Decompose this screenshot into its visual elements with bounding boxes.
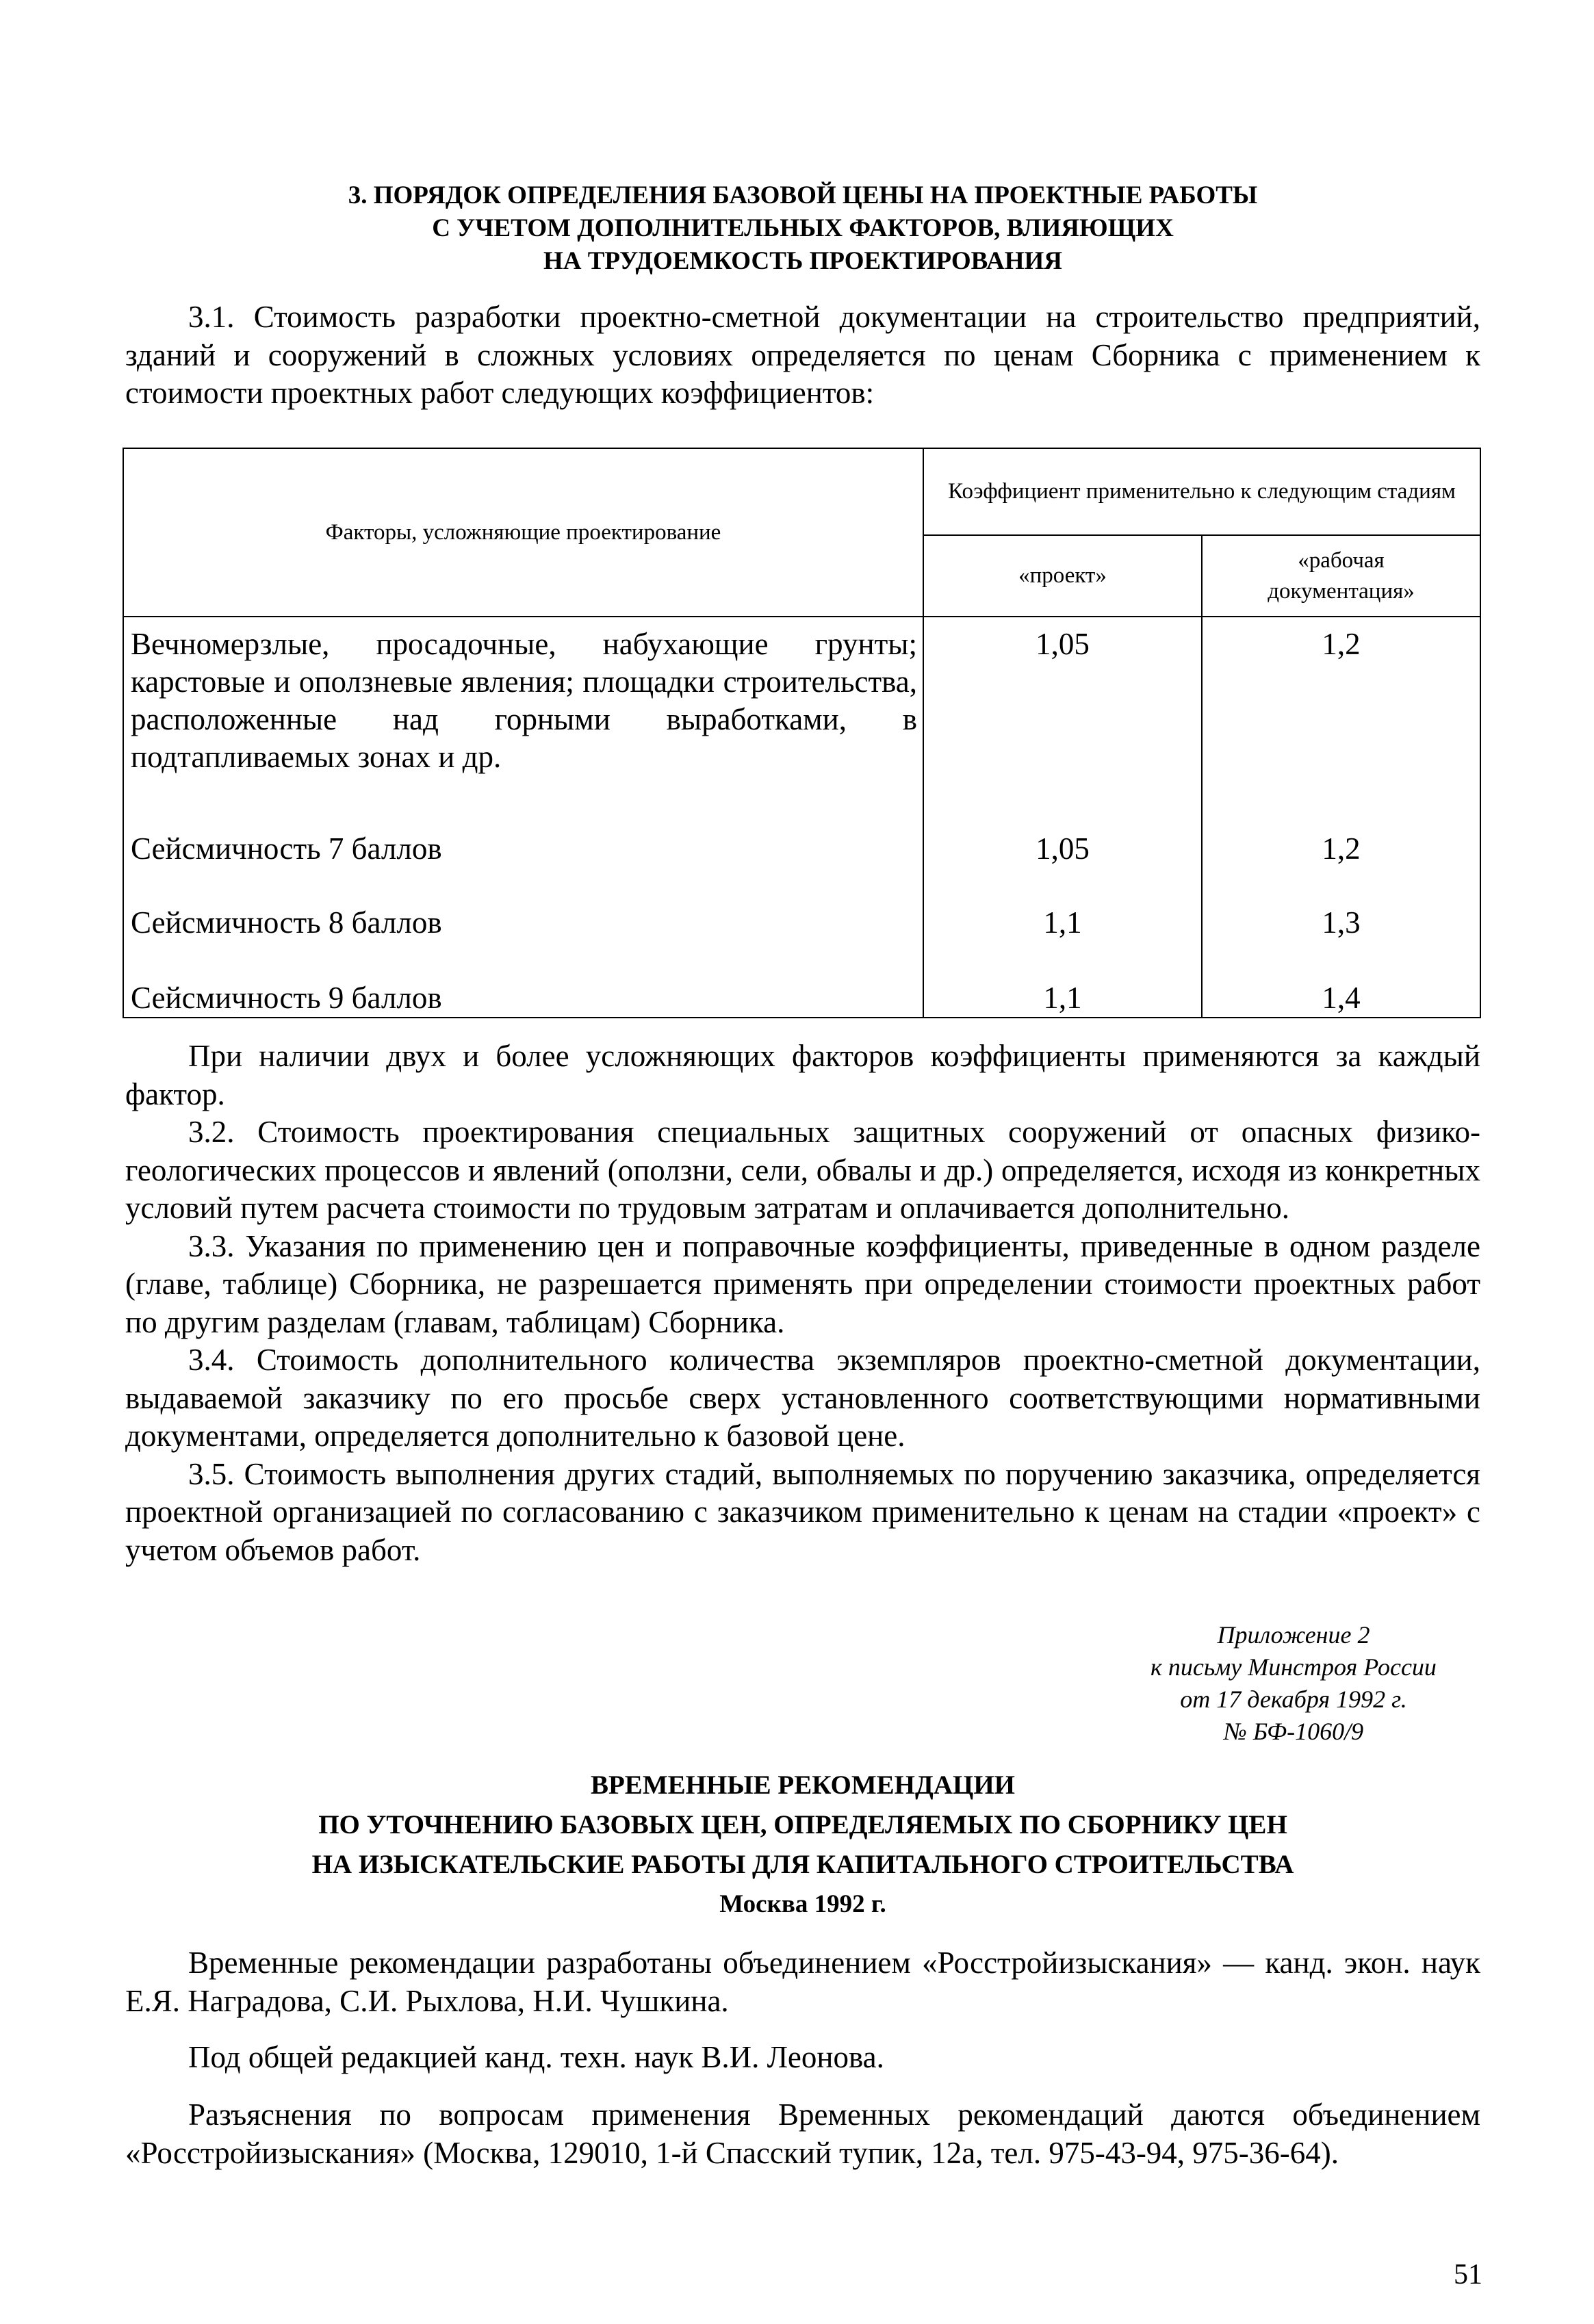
factor-cell: Вечномерзлые, просадочные, набухающие грунты; карстовые и оползневые явления; площадки строительства, расположенные над горными выработками, в подтапливаемых зонах и др. <box>123 617 923 822</box>
body-text <box>125 1037 1480 1569</box>
heading-line: НА ИЗЫСКАТЕЛЬСКИЕ РАБОТЫ ДЛЯ КАПИТАЛЬНОГО СТРОИТЕЛЬСТВА <box>311 1850 1294 1879</box>
heading-line: ПО УТОЧНЕНИЮ БАЗОВЫХ ЦЕН, ОПРЕДЕЛЯЕМЫХ ПО СБОРНИКУ ЦЕН <box>318 1810 1287 1839</box>
paragraph-3-2: 3.2. Стоимость проектирования специальных защитных сооружений от опасных физико-геологических процессов и явлений (оползни, сели, обвалы и др.) определяется, исходя из конкретных условий путем расчета стоимости по трудовым затратам и оплачивается дополнительно. <box>125 1115 1480 1225</box>
appendix-heading <box>125 1766 1480 1924</box>
heading-line: С УЧЕТОМ ДОПОЛНИТЕЛЬНЫХ ФАКТОРОВ, ВЛИЯЮЩИХ <box>432 214 1174 242</box>
project-coef-cell: 1,05 <box>923 822 1202 896</box>
paragraph-contacts: Разъяснения по вопросам применения Временных рекомендаций даются объединением «Росстройизыскания» (Москва, 129010, 1-й Спасский тупик, 12а, тел. 975-43-94, 975-36-64). <box>125 2097 1480 2170</box>
paragraph-3-1: 3.1. Стоимость разработки проектно-сметной документации на строительство предприятий, зданий и сооружений в сложных условиях определяется по ценам Сборника с применением к стоимости проектных работ следующих коэффициентов: <box>125 300 1480 410</box>
paragraph-3-5: 3.5. Стоимость выполнения других стадий, выполняемых по поручению заказчика, определяется проектной организацией по согласованию с заказчиком применительно к ценам на стадии «проект» с учетом объемов работ. <box>125 1456 1480 1567</box>
section-heading <box>125 179 1480 278</box>
paragraph-3-3: 3.3. Указания по применению цен и поправочные коэффициенты, приведенные в одном разделе (главе, таблице) Сборника, не разрешается применять при определении стоимости проектных работ по другим разделам (главам, таблицам) Сборника. <box>125 1228 1480 1339</box>
project-coef-cell: 1,05 <box>923 617 1202 822</box>
heading-line: ВРЕМЕННЫЕ РЕКОМЕНДАЦИИ <box>590 1770 1016 1800</box>
header-factors: Факторы, усложняющие проектирование <box>123 448 923 617</box>
paragraph-3-4: 3.4. Стоимость дополнительного количества экземпляров проектно-сметной документации, выдаваемой заказчику по его просьбе сверх установленного соответствующими нормативными документами, определяется дополнительно к базовой цене. <box>125 1343 1480 1453</box>
factor-cell: Сейсмичность 8 баллов <box>123 896 923 971</box>
project-coef-cell: 1,1 <box>923 971 1202 1018</box>
coefficients-table <box>123 448 1481 1018</box>
place-date: Москва 1992 г. <box>719 1890 886 1918</box>
paragraph-factors-note: При наличии двух и более усложняющих факторов коэффициенты применяются за каждый фактор. <box>125 1039 1480 1111</box>
note-line: к письму Минстроя России <box>1150 1653 1437 1681</box>
note-line: № БФ-1060/9 <box>1223 1718 1364 1745</box>
note-line: от 17 декабря 1992 г. <box>1180 1686 1407 1713</box>
header-coefficient: Коэффициент применительно к следующим стадиям <box>923 448 1480 535</box>
project-coef-cell: 1,1 <box>923 896 1202 971</box>
working-coef-cell: 1,4 <box>1202 971 1480 1018</box>
table-row <box>123 617 1480 822</box>
paragraph-editor: Под общей редакцией канд. техн. наук В.И. Леонова. <box>188 2040 884 2074</box>
working-coef-cell: 1,3 <box>1202 896 1480 971</box>
working-coef-cell: 1,2 <box>1202 822 1480 896</box>
table-row <box>123 896 1480 971</box>
appendix-note <box>1081 1619 1506 1748</box>
factor-cell: Сейсмичность 9 баллов <box>123 971 923 1018</box>
heading-line: 3. ПОРЯДОК ОПРЕДЕЛЕНИЯ БАЗОВОЙ ЦЕНЫ НА ПРОЕКТНЫЕ РАБОТЫ <box>348 181 1258 209</box>
header-project: «проект» <box>923 535 1202 617</box>
header-working-docs: «рабочая документация» <box>1202 535 1480 617</box>
heading-line: НА ТРУДОЕМКОСТЬ ПРОЕКТИРОВАНИЯ <box>543 247 1063 275</box>
working-coef-cell: 1,2 <box>1202 617 1480 822</box>
table-row <box>123 822 1480 896</box>
note-line: Приложение 2 <box>1217 1621 1370 1649</box>
factor-cell: Сейсмичность 7 баллов <box>123 822 923 896</box>
page-number: 51 <box>1454 2259 1482 2290</box>
paragraph-authors: Временные рекомендации разработаны объединением «Росстройизыскания» — канд. экон. наук Е.Я. Наградова, С.И. Рыхлова, Н.И. Чушкина. <box>125 1946 1480 2018</box>
table-row <box>123 971 1480 1018</box>
